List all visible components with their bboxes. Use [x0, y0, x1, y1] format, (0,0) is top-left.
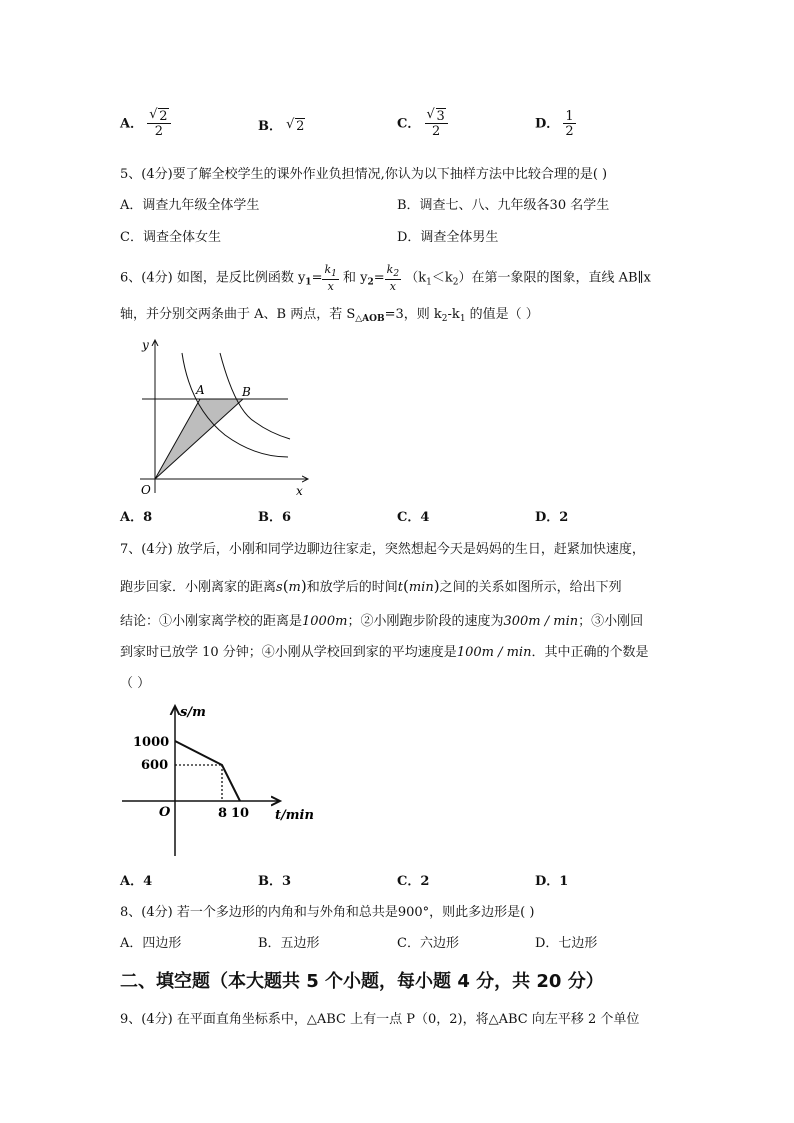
q7-label-600: 600 — [141, 758, 169, 773]
q8-option-b: B．五边形 — [258, 936, 320, 951]
q5-stem: 5、(4分)要了解全校学生的课外作业负担情况,你认为以下抽样方法中比较合理的是( ) — [120, 167, 608, 182]
q7-label-8: 8 — [218, 806, 228, 821]
q6-line2-part2: =3，则 k — [384, 307, 442, 322]
q5-option-b: B．调查七、八、九年级各30 名学生 — [397, 198, 610, 213]
q4-b-rad: 2 — [296, 119, 305, 134]
q6-y1-sub: 1 — [305, 277, 312, 288]
q6-label-x: x — [296, 484, 303, 498]
q4-c-num: 3 — [436, 109, 445, 124]
q7-line1: 7、(4分) 放学后，小刚和同学边聊边往家走，突然想起今天是妈妈的生日，赶紧加快速度， — [120, 542, 645, 557]
q6-option-b: B．6 — [258, 510, 292, 525]
q7-distance-line — [175, 741, 240, 801]
q6-eq1: = — [311, 270, 323, 286]
q4-option-d — [535, 110, 576, 138]
q7-line4-part1: 到家时已放学 10 分钟；④小刚从学校回到家的平均速度是 — [120, 645, 457, 660]
q7-label-1000: 1000 — [133, 735, 170, 750]
q6-x2: x — [385, 279, 401, 292]
q4-option-a-label: A． — [120, 116, 144, 132]
q6-option-c: C．4 — [397, 510, 430, 525]
q6-cond-lt: ＜k — [431, 270, 453, 286]
q6-y2-sub: 2 — [367, 277, 374, 288]
q7-speed: 300m / min — [503, 614, 579, 629]
q5-option-c: C．调查全体女生 — [120, 230, 221, 245]
q7-line2-part2: 和放学后的时间 — [306, 580, 398, 595]
q7-line3 — [120, 613, 643, 631]
q6-cond-sub1: 1 — [426, 277, 432, 288]
q6-k1: k — [324, 263, 332, 276]
q7-line4-part2: ．其中正确的个数是 — [531, 645, 649, 660]
q5-option-a: A．调查九年级全体学生 — [120, 198, 260, 213]
q9-stem: 9、(4分) 在平面直角坐标系中，△ABC 上有一点 P（0，2)，将△ABC 向左平移 2 个单位 — [120, 1012, 640, 1027]
q6-label-y: y — [142, 338, 149, 352]
q7-distance: 1000m — [302, 614, 348, 629]
q7-option-c: C．2 — [397, 874, 430, 889]
q7-label-xlabel: t/min — [275, 808, 314, 823]
q7-line2-part1: 跑步回家．小刚离家的距离 — [120, 580, 277, 595]
q7-option-d: D．1 — [535, 874, 569, 889]
q7-average-speed: 100m / min — [456, 645, 532, 660]
q7-line3-part1: 结论：①小刚家离学校的距离是 — [120, 614, 303, 629]
q7-line2-part3: 之间的关系如图所示，给出下列 — [439, 580, 622, 595]
q4-d-num: 1 — [565, 109, 574, 124]
q6-k2-sub: 2 — [393, 269, 400, 279]
q6-x1: x — [322, 279, 338, 292]
q7-m-unit: m — [288, 580, 301, 595]
q6-stem-part1: 6、(4分) 如图，是反比例函数 y — [120, 270, 306, 286]
section2-title: 二、填空题（本大题共 5 个小题，每小题 4 分，共 20 分） — [120, 971, 604, 992]
q7-line2: 跑步回家．小刚离家的距离s(m)和放学后的时间t(min)之间的关系如图所示，给出下列 — [120, 577, 622, 595]
q7-figure — [118, 700, 328, 860]
q6-k2: k — [386, 263, 394, 276]
q7-t-var: t — [397, 580, 403, 595]
q4-a-num: 2 — [159, 109, 168, 124]
q7-option-b: B．3 — [258, 874, 292, 889]
q6-curve-y2 — [220, 353, 290, 439]
q7-label-o: O — [159, 805, 171, 820]
q4-option-d-label: D． — [535, 116, 560, 132]
q7-line4 — [120, 644, 648, 662]
q6-stem-line2 — [120, 306, 539, 328]
q6-option-d: D．2 — [535, 510, 569, 525]
q6-line2-end: 的值是（ ） — [465, 307, 539, 322]
q4-d-den: 2 — [565, 124, 574, 139]
q4-option-c-label: C． — [397, 116, 421, 132]
q6-option-a: A．8 — [120, 510, 153, 525]
q6-shaded-triangle — [155, 399, 243, 479]
q7-min-unit: min — [408, 580, 434, 595]
q6-label-o: O — [141, 483, 151, 497]
q6-area-sub: △AOB — [355, 314, 385, 324]
q4-c-den: 2 — [425, 123, 448, 138]
q8-option-c: C．六边形 — [397, 936, 459, 951]
q4-option-c: C． √ 3 2 — [397, 110, 448, 138]
q8-stem: 8、(4分) 若一个多边形的内角和与外角和总共是900°，则此多边形是( ) — [120, 905, 535, 920]
q7-label-ylabel: s/m — [180, 705, 206, 720]
q6-cond: （k — [401, 270, 427, 286]
q6-result-sub2: 2 — [441, 314, 448, 324]
q6-and: 和 y — [338, 270, 368, 286]
q6-stem-line1 — [120, 264, 651, 292]
q7-option-a: A．4 — [120, 874, 153, 889]
q4-option-b-label: B． — [258, 119, 282, 134]
q6-label-b: B — [242, 385, 251, 399]
q8-option-d: D．七边形 — [535, 936, 598, 951]
q6-figure — [130, 335, 320, 500]
q7-s-var: s — [276, 580, 283, 595]
q7-line3-part2: ；②小刚跑步阶段的速度为 — [347, 614, 504, 629]
q4-option-a: A． √ 2 2 — [120, 110, 171, 138]
q6-label-a: A — [196, 383, 205, 397]
q6-line2-part1: 轴，并分别交两条曲于 A、B 两点，若 S — [120, 307, 356, 322]
q6-eq2: = — [373, 270, 385, 286]
q7-line3-part3: ；③小刚回 — [578, 614, 644, 629]
q6-result-dash: -k — [447, 307, 460, 322]
q4-a-den: 2 — [147, 123, 170, 138]
q6-cond-sub2: 2 — [452, 277, 459, 288]
q5-option-d: D．调查全体男生 — [397, 230, 499, 245]
q7-line5: （ ） — [120, 676, 151, 691]
q6-k1-sub: 1 — [331, 269, 337, 279]
q7-label-10: 10 — [231, 806, 250, 821]
q4-option-b: B． √ 2 — [258, 117, 305, 134]
q6-cond-end: ）在第一象限的图象，直线 AB∥x — [458, 270, 651, 286]
q6-result-sub1: 1 — [459, 314, 466, 324]
q8-option-a: A．四边形 — [120, 936, 182, 951]
